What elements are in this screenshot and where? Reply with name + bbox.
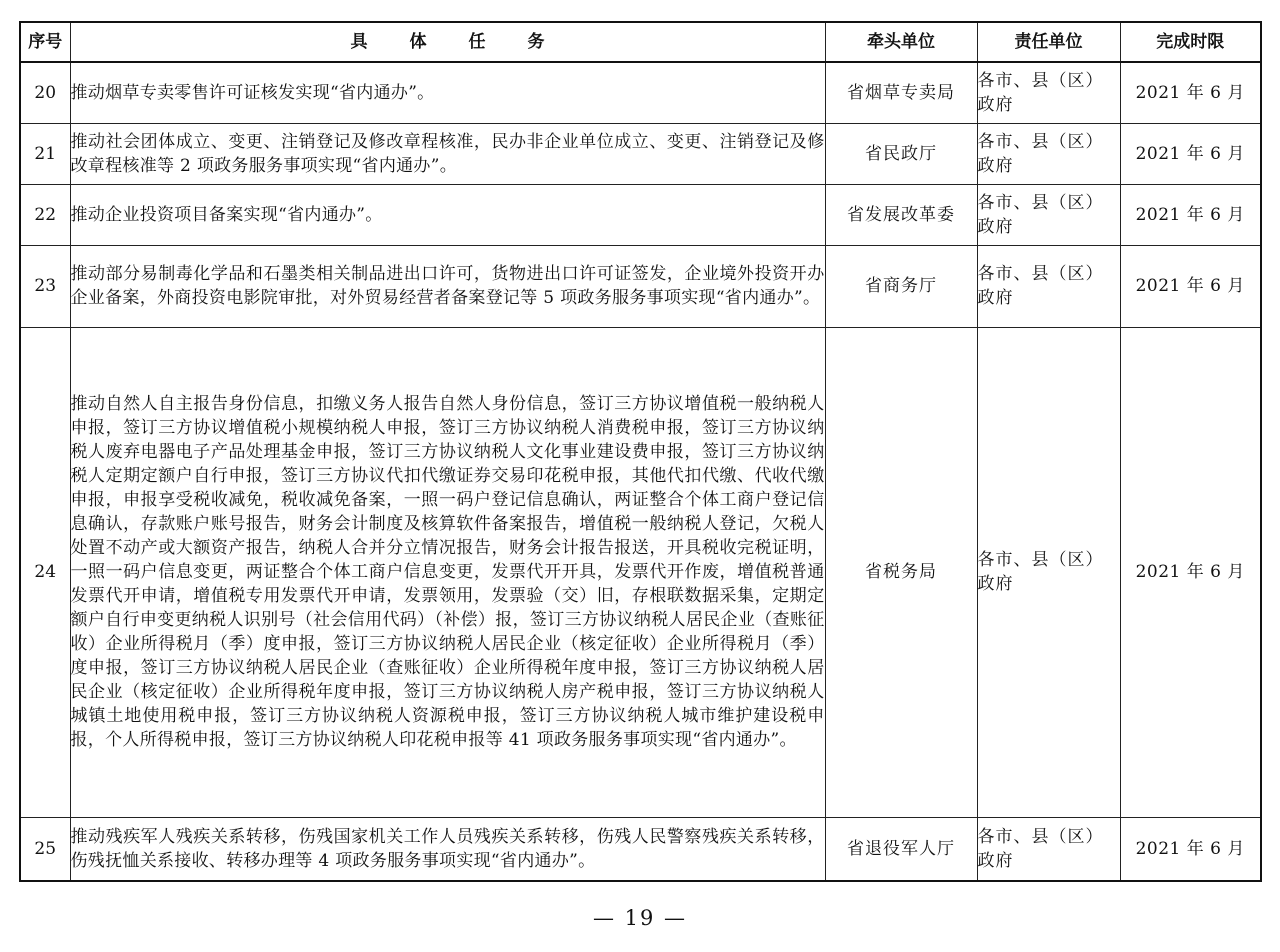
task-description: 推动残疾军人残疾关系转移，伤残国家机关工作人员残疾关系转移，伤残人民警察残疾关系转移，伤残抚恤关系接收、转移办理等 4 项政务服务事项实现“省内通办”。	[70, 817, 825, 881]
row-number: 22	[20, 184, 70, 245]
deadline: 2021 年 6 月	[1120, 245, 1261, 327]
row-number: 23	[20, 245, 70, 327]
responsible-unit: 各市、县（区）政府	[977, 327, 1120, 817]
deadline: 2021 年 6 月	[1120, 327, 1261, 817]
header-lead-unit: 牵头单位	[825, 22, 977, 62]
responsible-unit: 各市、县（区）政府	[977, 184, 1120, 245]
table-row	[20, 327, 1261, 817]
header-row	[20, 22, 1261, 62]
table-row	[20, 62, 1261, 123]
header-task: 具体任务	[70, 22, 825, 62]
table-row	[20, 245, 1261, 327]
row-number: 21	[20, 123, 70, 184]
responsible-unit: 各市、县（区）政府	[977, 123, 1120, 184]
task-description: 推动部分易制毒化学品和石墨类相关制品进出口许可，货物进出口许可证签发，企业境外投资开办企业备案，外商投资电影院审批，对外贸易经营者备案登记等 5 项政务服务事项实现“省内通办”。	[70, 245, 825, 327]
deadline: 2021 年 6 月	[1120, 62, 1261, 123]
task-description: 推动自然人自主报告身份信息，扣缴义务人报告自然人身份信息，签订三方协议增值税一般纳税人申报，签订三方协议增值税小规模纳税人申报，签订三方协议纳税人消费税申报，签订三方协议纳税人废弃电器电子产品处理基金申报，签订三方协议纳税人文化事业建设费申报，签订三方协议纳税人定期定额户自行申报，签订三方协议代扣代缴证券交易印花税申报，其他代扣代缴、代收代缴申报，申报享受税收减免，税收减免备案，一照一码户登记信息确认，两证整合个体工商户登记信息确认，存款账户账号报告，财务会计制度及核算软件备案报告，增值税一般纳税人登记，欠税人处置不动产或大额资产报告，纳税人合并分立情况报告，财务会计报告报送，开具税收完税证明，一照一码户信息变更，两证整合个体工商户信息变更，发票代开开具，发票代开作废，增值税普通发票代开申请，增值税专用发票代开申请，发票领用，发票验（交）旧，存根联数据采集，定期定额户自行申变更纳税人识别号（社会信用代码）（补偿）报，签订三方协议纳税人居民企业（查账征收）企业所得税月（季）度申报，签订三方协议纳税人居民企业（核定征收）企业所得税月（季）度申报，签订三方协议纳税人居民企业（查账征收）企业所得税年度申报，签订三方协议纳税人居民企业（核定征收）企业所得税年度申报，签订三方协议纳税人房产税申报，签订三方协议纳税人城镇土地使用税申报，签订三方协议纳税人资源税申报，签订三方协议纳税人城市维护建设税申报，个人所得税申报，签订三方协议纳税人印花税申报等 41 项政务服务事项实现“省内通办”。	[70, 327, 825, 817]
deadline: 2021 年 6 月	[1120, 817, 1261, 881]
table-body	[20, 62, 1261, 881]
row-number: 24	[20, 327, 70, 817]
lead-unit: 省税务局	[825, 327, 977, 817]
responsible-unit: 各市、县（区）政府	[977, 62, 1120, 123]
header-deadline: 完成时限	[1120, 22, 1261, 62]
deadline: 2021 年 6 月	[1120, 184, 1261, 245]
lead-unit: 省发展改革委	[825, 184, 977, 245]
responsible-unit: 各市、县（区）政府	[977, 817, 1120, 881]
table-row	[20, 184, 1261, 245]
header-no: 序号	[20, 22, 70, 62]
task-description: 推动社会团体成立、变更、注销登记及修改章程核准，民办非企业单位成立、变更、注销登记及修改章程核准等 2 项政务服务事项实现“省内通办”。	[70, 123, 825, 184]
header-responsible-unit: 责任单位	[977, 22, 1120, 62]
responsible-unit: 各市、县（区）政府	[977, 245, 1120, 327]
lead-unit: 省商务厅	[825, 245, 977, 327]
row-number: 20	[20, 62, 70, 123]
page-number: — 19 —	[592, 906, 688, 930]
task-description: 推动企业投资项目备案实现“省内通办”。	[70, 184, 825, 245]
table-row	[20, 817, 1261, 881]
lead-unit: 省民政厅	[825, 123, 977, 184]
task-table	[19, 21, 1262, 882]
row-number: 25	[20, 817, 70, 881]
table-header	[20, 22, 1261, 62]
task-description: 推动烟草专卖零售许可证核发实现“省内通办”。	[70, 62, 825, 123]
lead-unit: 省退役军人厅	[825, 817, 977, 881]
deadline: 2021 年 6 月	[1120, 123, 1261, 184]
lead-unit: 省烟草专卖局	[825, 62, 977, 123]
table-row	[20, 123, 1261, 184]
